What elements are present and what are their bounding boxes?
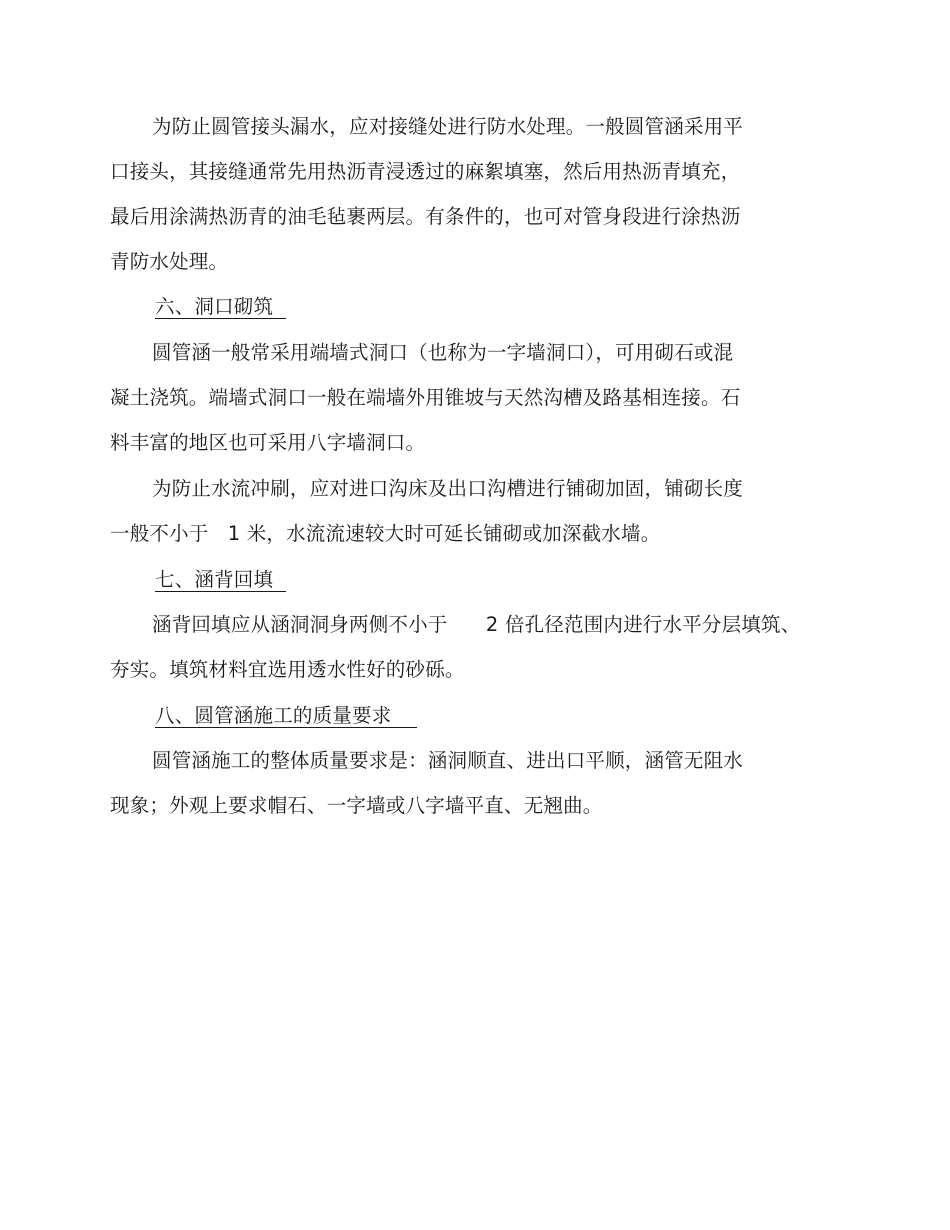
paragraph-portal-line-2: 凝土浇筑。端墙式洞口一般在端墙外用锥坡与天然沟槽及路基相连接。石 [110, 386, 741, 409]
paragraph-waterproof-line-1: 为防止圆管接头漏水，应对接缝处进行防水处理。一般圆管涵采用平 [152, 115, 744, 138]
paragraph-portal-line-1: 圆管涵一般常采用端墙式洞口（也称为一字墙洞口），可用砌石或混 [152, 341, 734, 364]
section-heading-8: 八、圆管涵施工的质量要求 [155, 704, 417, 727]
paragraph-quality-line-1: 圆管涵施工的整体质量要求是：涵洞顺直、进出口平顺，涵管无阻水 [152, 749, 744, 772]
paragraph-scour-line-2: 一般不小于 1 米，水流流速较大时可延长铺砌或加深截水墙。 [110, 522, 661, 545]
paragraph-waterproof-line-3: 最后用涂满热沥青的油毛毡裹两层。有条件的，也可对管身段进行涂热沥 [110, 205, 741, 228]
paragraph-quality-line-2: 现象；外观上要求帽石、一字墙或八字墙平直、无翘曲。 [110, 794, 603, 817]
section-heading-6: 六、洞口砌筑 [155, 295, 286, 318]
paragraph-waterproof-line-2: 口接头，其接缝通常先用热沥青浸透过的麻絮填塞，然后用热沥青填充， [110, 160, 741, 183]
paragraph-waterproof-line-4: 青防水处理。 [110, 250, 229, 273]
paragraph-scour-line-1: 为防止水流冲刷，应对进口沟床及出口沟槽进行铺砌加固，铺砌长度 [152, 477, 744, 500]
section-heading-7: 七、涵背回填 [155, 568, 286, 591]
paragraph-backfill-line-1: 涵背回填应从涵洞洞身两侧不小于 2 倍孔径范围内进行水平分层填筑、 [152, 613, 801, 636]
paragraph-portal-line-3: 料丰富的地区也可采用八字墙洞口。 [110, 431, 426, 454]
paragraph-backfill-line-2: 夯实。填筑材料宜选用透水性好的砂砾。 [110, 658, 465, 681]
